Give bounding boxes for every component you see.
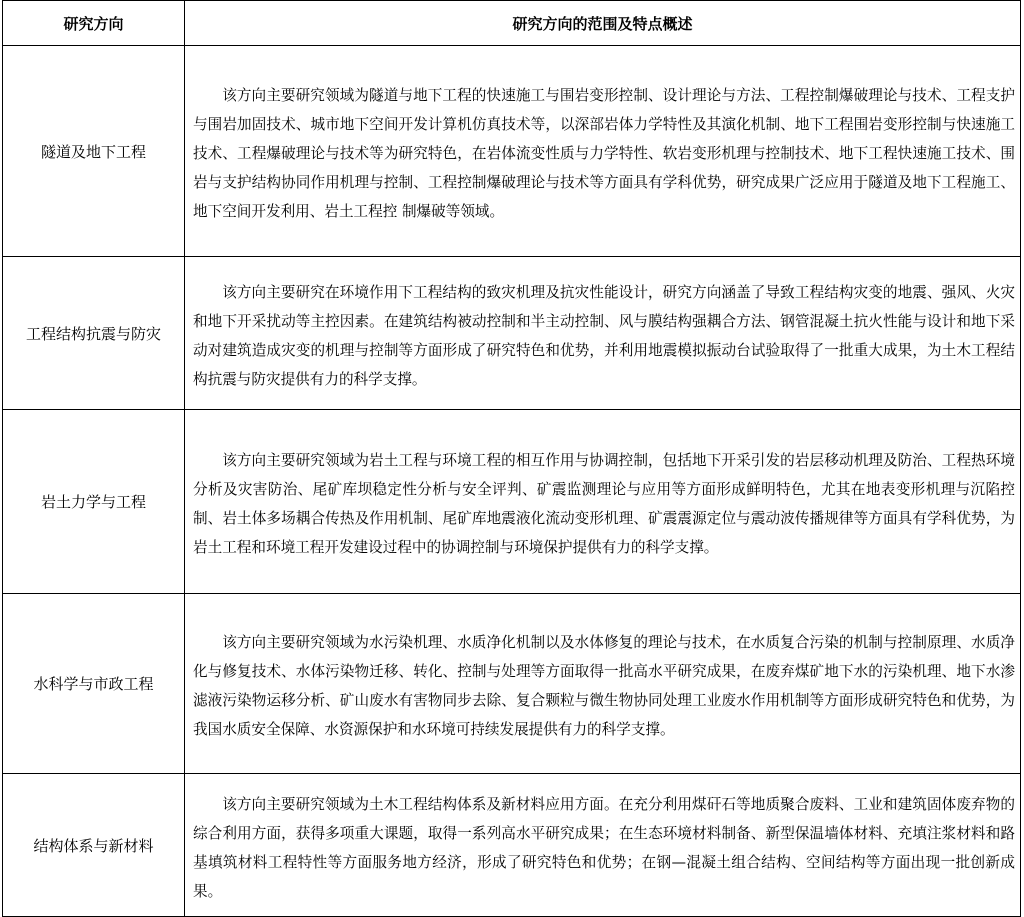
table-row (3, 594, 1021, 774)
row-direction: 结构体系与新材料 (3, 774, 185, 917)
row-description-text: 该方向主要研究领域为隧道与地下工程的快速施工与围岩变形控制、设计理论与方法、工程控制爆破理论与技术、工程支护与围岩加固技术、城市地下空间开发计算机仿真技术等，以深部岩体力学特性及其演化机制、地下工程围岩变形控制与快速施工技术、工程爆破理论与技术等为研究特色，在岩体流变性质与力学特性、软岩变形机理与控制技术、地下工程快速施工技术、围岩与支护结构协同作用机理与控制、工程控制爆破理论与技术等方面具有学科优势，研究成果广泛应用于隧道及地下工程施工、地下空间开发利用、岩土工程控 制爆破等领域。 (193, 87, 1015, 220)
row-direction: 水科学与市政工程 (3, 594, 185, 774)
row-description-text: 该方向主要研究领域为岩土工程与环境工程的相互作用与协调控制，包括地下开采引发的岩层移动机理及防治、工程热环境分析及灾害防治、尾矿库坝稳定性分析与安全评判、矿震监测理论与应用等方面形成鲜明特色，尤其在地表变形机理与沉陷控制、岩土体多场耦合传热及作用机制、尾矿库地震液化流动变形机理、矿震震源定位与震动波传播规律等方面具有学科优势，为岩土工程和环境工程开发建设过程中的协调控制与环境保护提供有力的科学支撑。 (193, 452, 1015, 556)
row-direction: 工程结构抗震与防灾 (3, 257, 185, 410)
table-row (3, 410, 1021, 594)
row-description-text: 该方向主要研究在环境作用下工程结构的致灾机理及抗灾性能设计，研究方向涵盖了导致工程结构灾变的地震、强风、火灾和地下开采扰动等主控因素。在建筑结构被动控制和半主动控制、风与膜结构强耦合方法、钢管混凝土抗火性能与设计和地下采动对建筑造成灾变的机理与控制等方面形成了研究特色和优势，并利用地震模拟振动台试验取得了一批重大成果，为土木工程结构抗震与防灾提供有力的科学支撑。 (193, 283, 1015, 388)
row-description (185, 594, 1021, 774)
row-description (185, 257, 1021, 410)
table-row (3, 774, 1021, 917)
research-directions-table (2, 0, 1021, 917)
row-description-text: 该方向主要研究领域为土木工程结构体系及新材料应用方面。在充分利用煤矸石等地质聚合废料、工业和建筑固体废弃物的综合利用方面，获得多项重大课题，取得一系列高水平研究成果；在生态环境材料制备、新型保温墙体材料、充填注浆材料和路基填筑材料工程特性等方面服务地方经济，形成了研究特色和优势；在钢—混凝土组合结构、空间结构等方面出现一批创新成果。 (193, 795, 1015, 900)
row-description (185, 410, 1021, 594)
row-direction: 隧道及地下工程 (3, 46, 185, 257)
row-direction: 岩土力学与工程 (3, 410, 185, 594)
table-row (3, 257, 1021, 410)
table-header-row (3, 1, 1021, 46)
header-description: 研究方向的范围及特点概述 (185, 1, 1021, 46)
row-description (185, 46, 1021, 257)
header-direction: 研究方向 (3, 1, 185, 46)
table-row (3, 46, 1021, 257)
row-description-text: 该方向主要研究领域为水污染机理、水质净化机制以及水体修复的理论与技术，在水质复合污染的机制与控制原理、水质净化与修复技术、水体污染物迁移、转化、控制与处理等方面取得一批高水平研究成果，在废弃煤矿地下水的污染机理、地下水渗滤液污染物运移分析、矿山废水有害物同步去除、复合颗粒与微生物协同处理工业废水作用机制等方面形成研究特色和优势，为我国水质安全保障、水资源保护和水环境可持续发展提供有力的科学支撑。 (193, 634, 1015, 738)
row-description (185, 774, 1021, 917)
